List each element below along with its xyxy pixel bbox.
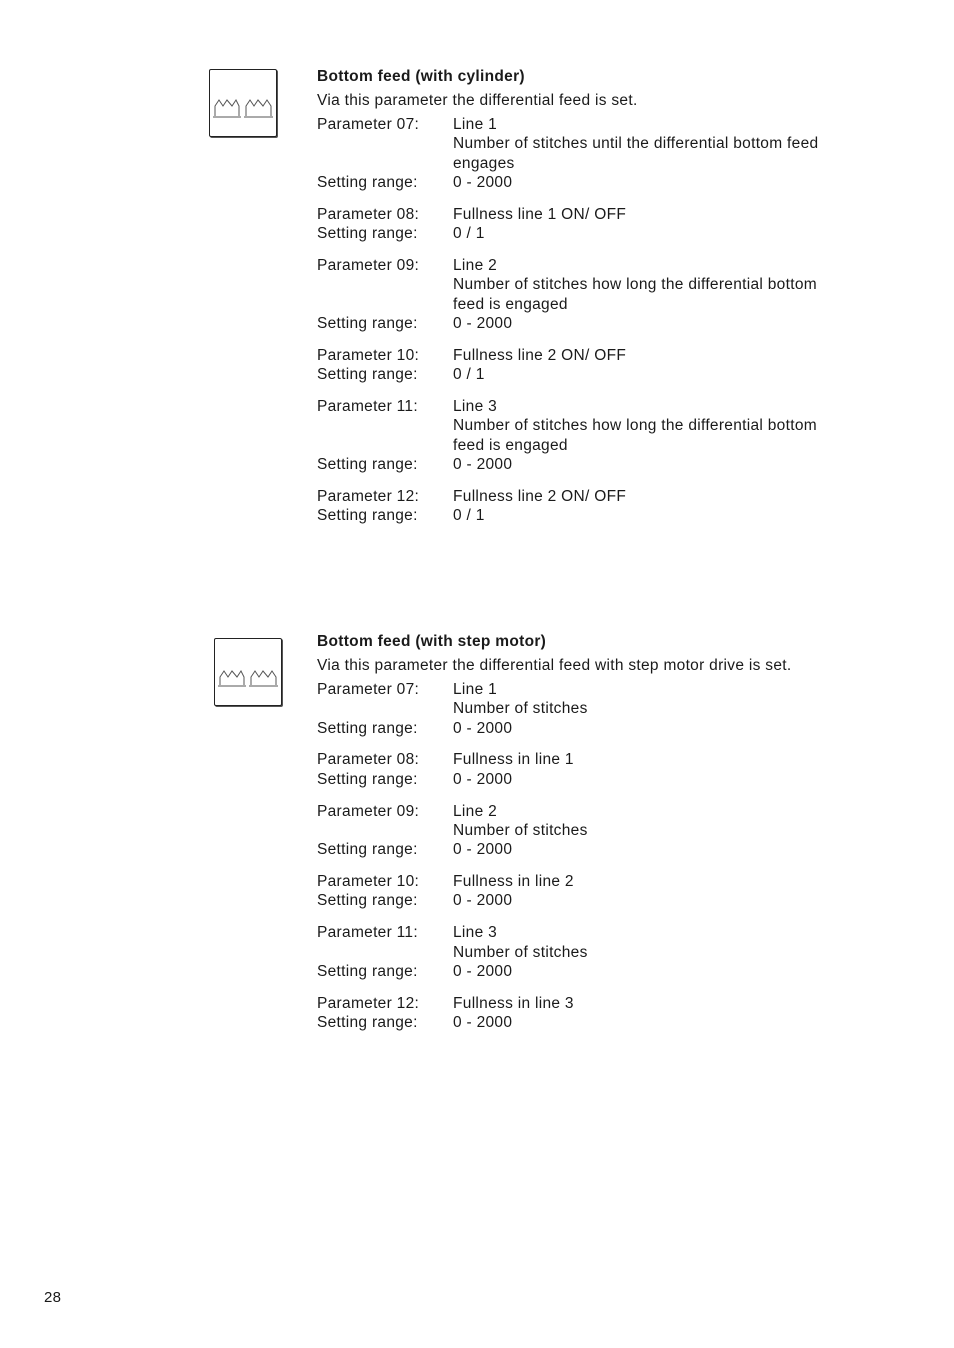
param-description: Number of stitches how long the differential bottom [453,276,817,294]
param-label: Parameter 09: [317,256,420,274]
param-label: Parameter 10: [317,346,420,364]
range-label: Setting range: [317,962,418,980]
range-value: 0 - 2000 [453,962,513,980]
param-value: Fullness line 2 ON/ OFF [453,346,627,364]
section-intro: Via this parameter the differential feed is set. [317,92,638,109]
parameter-08-block [317,205,877,244]
range-label: Setting range: [317,770,418,788]
differential-feed-icon [214,638,282,706]
range-value: 0 - 2000 [453,314,513,332]
param-label: Parameter 12: [317,994,420,1012]
param-description: feed is engaged [453,436,568,454]
param-value: Line 2 [453,802,498,820]
param-description: Number of stitches how long the differential bottom [453,417,817,435]
param-value: Fullness in line 3 [453,994,574,1012]
range-label: Setting range: [317,366,418,384]
range-label: Setting range: [317,314,418,332]
param-label: Parameter 09: [317,802,420,820]
parameter-12-block [317,994,877,1033]
range-value: 0 - 2000 [453,719,513,737]
section-heading: Bottom feed (with step motor) [317,633,547,650]
parameter-09-block [317,802,877,860]
range-label: Setting range: [317,173,418,191]
param-value: Line 2 [453,256,498,274]
range-label: Setting range: [317,719,418,737]
param-description: Number of stitches [453,700,588,718]
param-description: Number of stitches [453,943,588,961]
param-description: Number of stitches until the differential bottom feed [453,135,819,153]
bottom-feed-step-motor-section [317,632,877,1045]
param-label: Parameter 08: [317,751,420,769]
param-value: Line 1 [453,681,498,698]
range-value: 0 / 1 [453,366,485,384]
param-value: Fullness in line 1 [453,751,574,769]
param-value: Line 3 [453,924,498,942]
parameter-08-block [317,750,877,789]
param-label: Parameter 12: [317,487,420,505]
range-value: 0 / 1 [453,507,485,525]
range-value: 0 - 2000 [453,173,513,191]
parameter-09-block [317,256,877,333]
range-label: Setting range: [317,1014,418,1032]
bottom-feed-cylinder-section [317,67,877,538]
parameter-10-block [317,872,877,911]
parameter-11-block [317,397,877,474]
range-value: 0 - 2000 [453,892,513,910]
section-heading: Bottom feed (with cylinder) [317,68,525,85]
range-label: Setting range: [317,507,418,525]
differential-feed-icon [209,69,277,137]
page-number: 28 [44,1289,62,1306]
param-label: Parameter 11: [317,924,418,942]
range-label: Setting range: [317,455,418,473]
param-label: Parameter 07: [317,681,420,698]
param-value: Line 3 [453,397,498,415]
range-label: Setting range: [317,225,418,243]
range-value: 0 - 2000 [453,455,513,473]
parameter-11-block [317,923,877,981]
parameter-10-block [317,346,877,385]
section-intro: Via this parameter the differential feed with step motor drive is set. [317,657,792,674]
parameter-07-block [317,115,877,192]
range-value: 0 - 2000 [453,770,513,788]
range-label: Setting range: [317,841,418,859]
param-label: Parameter 07: [317,116,420,133]
param-value: Fullness line 1 ON/ OFF [453,205,627,223]
range-value: 0 - 2000 [453,1014,513,1032]
parameter-12-block [317,487,877,526]
param-label: Parameter 08: [317,205,420,223]
parameter-07-block [317,680,877,738]
param-description: Number of stitches [453,821,588,839]
param-description: engages [453,154,515,172]
range-value: 0 - 2000 [453,841,513,859]
param-label: Parameter 10: [317,873,420,891]
param-value: Line 1 [453,116,498,133]
param-description: feed is engaged [453,295,568,313]
param-value: Fullness in line 2 [453,873,574,891]
param-label: Parameter 11: [317,397,418,415]
range-label: Setting range: [317,892,418,910]
param-value: Fullness line 2 ON/ OFF [453,487,627,505]
range-value: 0 / 1 [453,225,485,243]
